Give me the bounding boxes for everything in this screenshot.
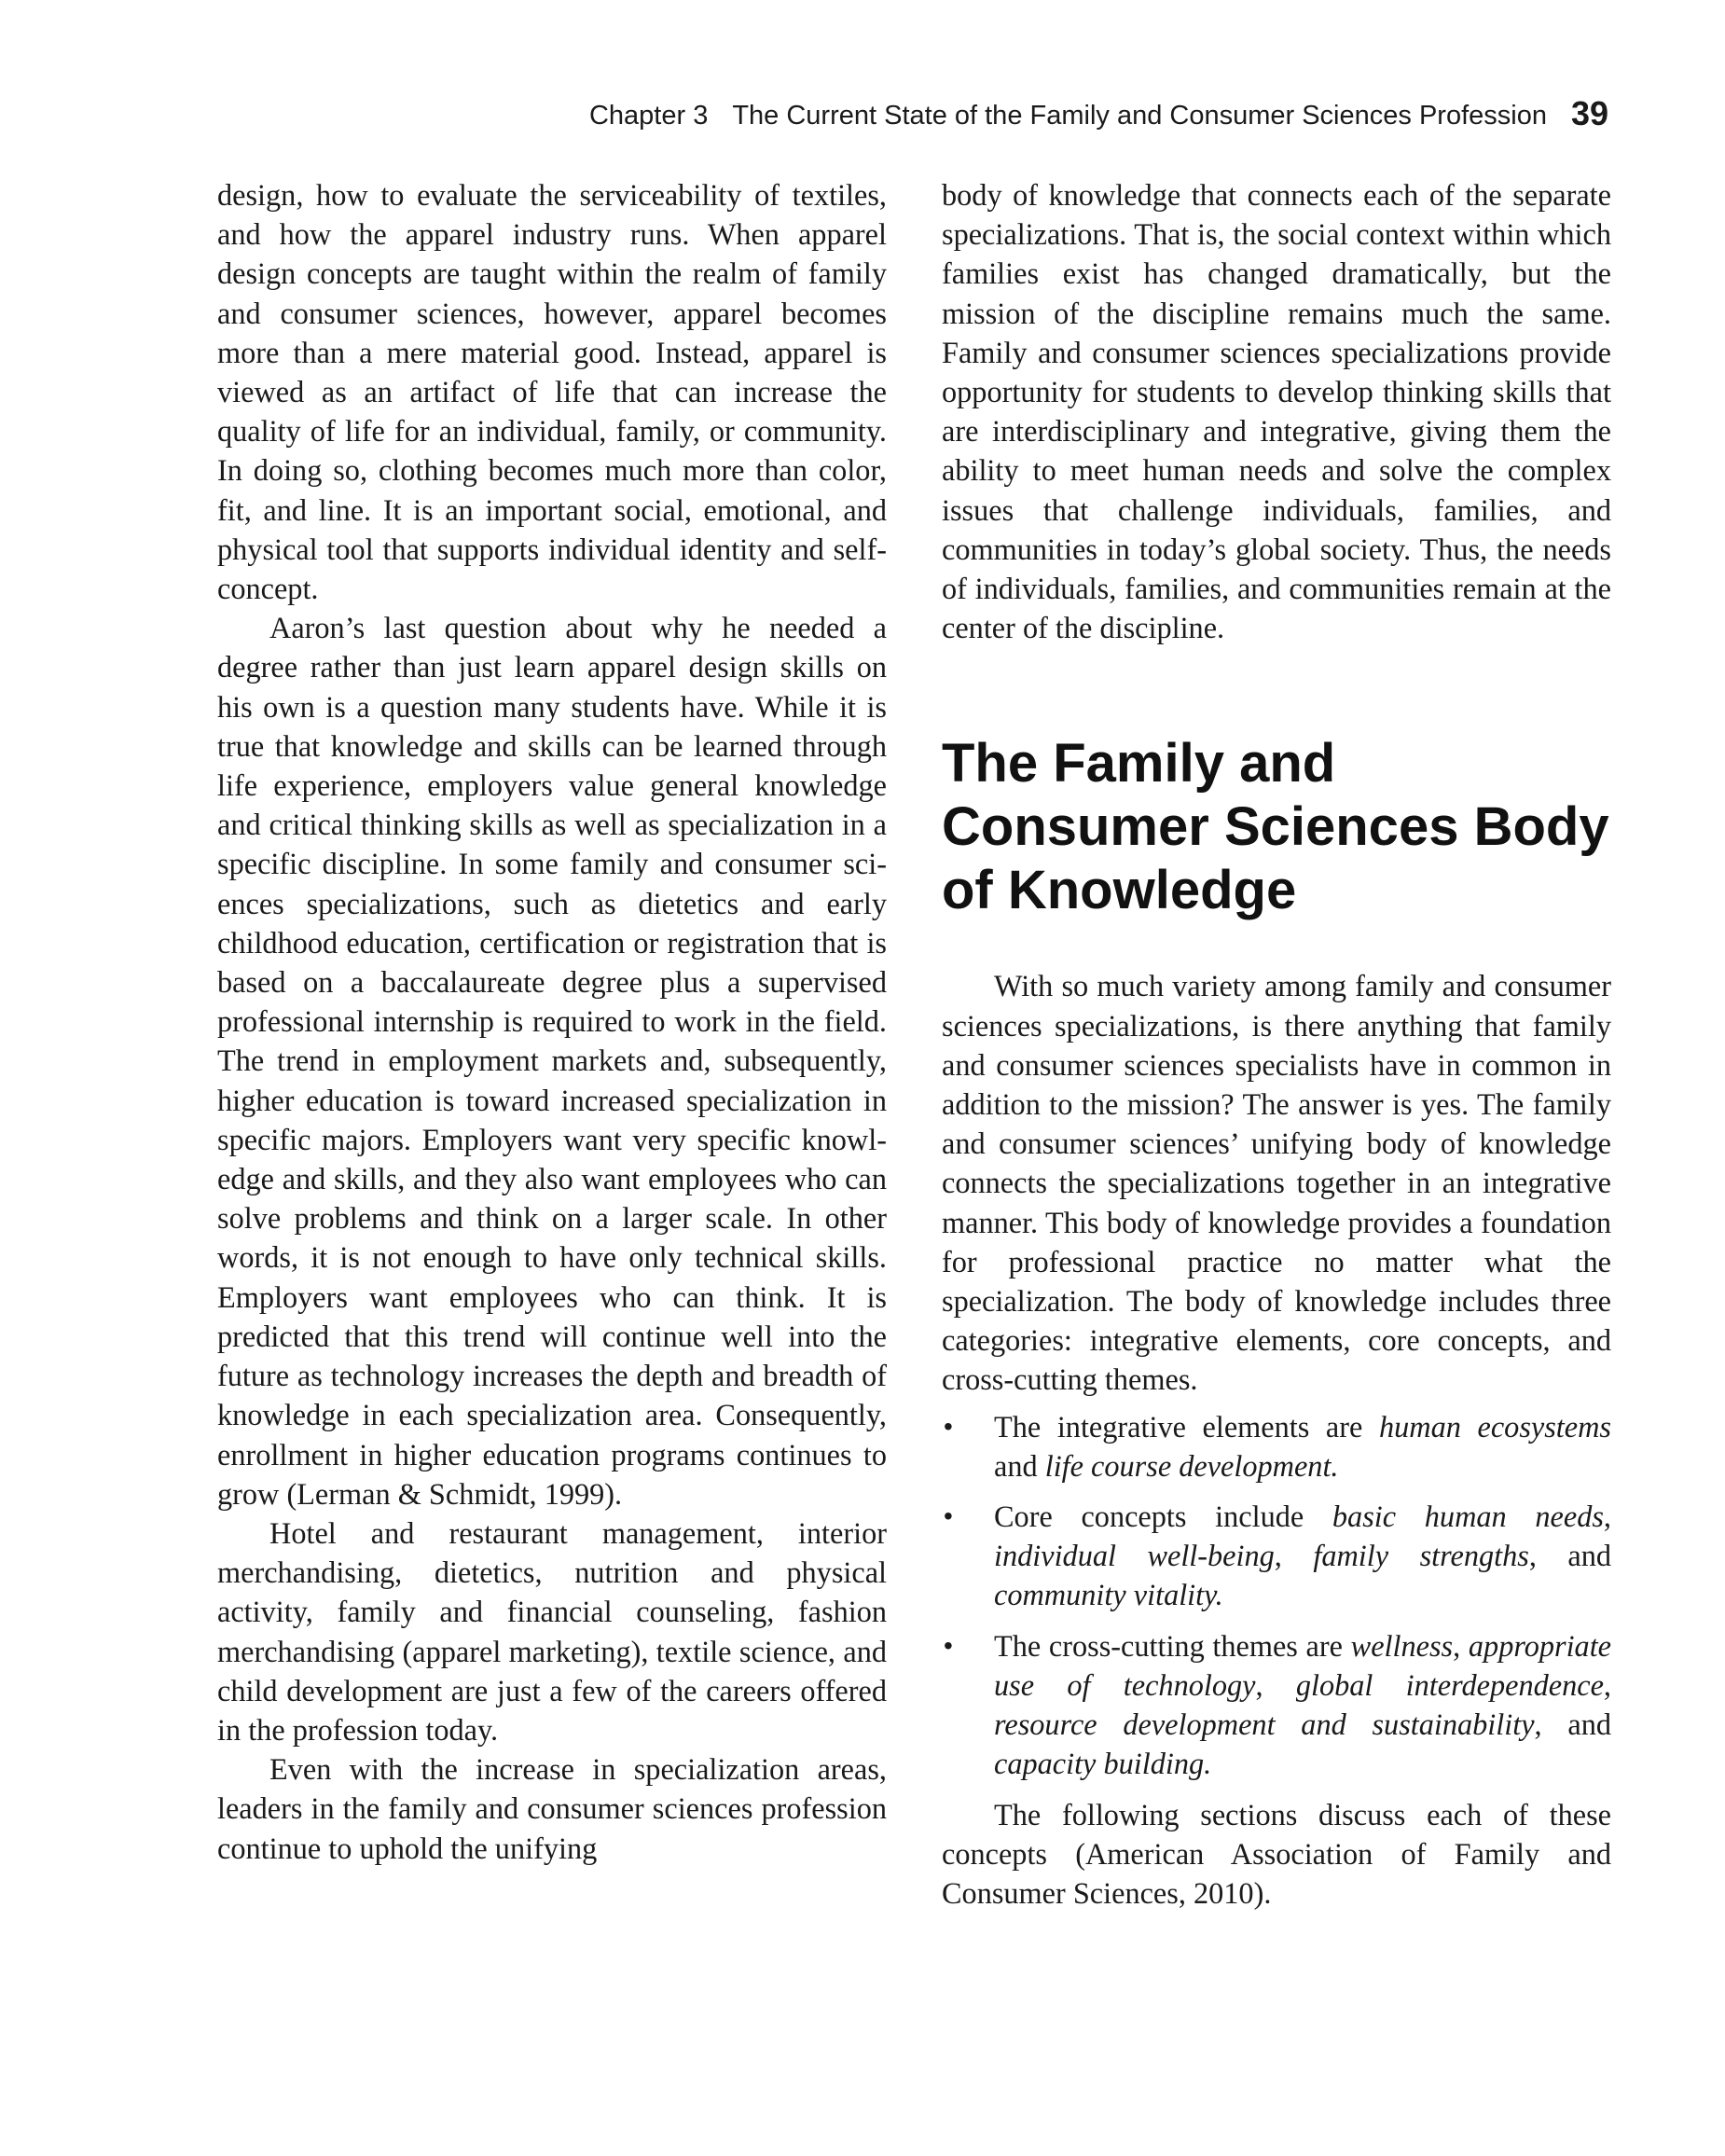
paragraph: design, how to evaluate the serviceability of textiles, and how the apparel industry runs. When apparel design concepts are taught within the realm of family and consumer sciences, however, apparel becomes more than a mere material good. Instead, apparel is viewed as an artifact of life that can increase the quality of life for an individual, family, or community. In doing so, clothing becomes much more than color, fit, and line. It is an important social, emotional, and physical tool that supports individual identity and self-concept.: [217, 178, 887, 606]
bullet-item: [942, 1626, 1611, 1784]
italic-term: human ecosystems: [1378, 1409, 1612, 1444]
bullet-text: and: [994, 1448, 1045, 1483]
italic-term: capacity building.: [994, 1747, 1212, 1781]
italic-term: global interdependence: [1295, 1667, 1604, 1702]
bullet-text: ,: [1603, 1500, 1611, 1534]
paragraph: The following sections discuss each of these concepts (American Association of Family and Consumer Sciences, 2010).: [942, 1797, 1611, 1910]
bullet-text: ,: [1603, 1667, 1611, 1702]
italic-term: life course development.: [1044, 1448, 1339, 1483]
running-header: [0, 93, 1608, 132]
italic-term: resource development and sustainability: [994, 1707, 1535, 1742]
bullet-text: The integrative elements are: [994, 1409, 1379, 1444]
bullet-icon: •: [944, 1411, 953, 1441]
chapter-title: The Current State of the Family and Consumer Sciences Profession: [732, 101, 1547, 131]
section-heading: The Family and Consumer Sciences Body of Knowledge: [942, 733, 1609, 921]
paragraph: With so much variety among family and consumer sciences specializations, is there anything that family and consumer sciences specialists have in common in addition to the mission? The answer is yes. The family and consumer sciences’ unifying body of knowledge connects the specializations together in an integrative manner. This body of knowledge provides a foundation for professional practice no matter what the specialization. The body of knowledge includes three categories: integrative elements, core concepts, and cross-cutting themes.: [942, 969, 1611, 1397]
left-column: [217, 175, 887, 1868]
italic-term: family strengths: [1313, 1539, 1529, 1573]
italic-term: individual well-being: [994, 1539, 1275, 1573]
italic-term: community vitality.: [994, 1578, 1223, 1612]
bullet-item: [942, 1407, 1611, 1486]
bullet-text: ,: [1453, 1628, 1469, 1663]
bullet-text: ,: [1274, 1539, 1314, 1573]
italic-term: basic human needs: [1332, 1500, 1604, 1534]
paragraph: Aaron’s last question about why he needed a degree rather than just learn apparel design skills on his own is a question many students have. While it is true that knowledge and skills can be learned through life experience, employers value general knowledge and critical thinking skills as well as specialization in a specific discipline. In some family and consumer sciences specializations, such as dietetics and early childhood education, certification or registration that is based on a baccalaureate degree plus a supervised professional internship is required to work in the field. The trend in employment markets and, subsequently, higher education is toward increased specialization in specific majors. Employers want very specific knowledge and skills, and they also want employees who can solve problems and think on a larger scale. In other words, it is not enough to have only technical skills. Employers want employees who can think. It is predicted that this trend will continue well into the future as technology increases the depth and breadth of knowledge in each specialization area. Consequently, enrollment in higher education programs continues to grow (Lerman & Schmidt, 1999).: [217, 611, 887, 1511]
bullet-item: [942, 1497, 1611, 1615]
italic-term: wellness: [1350, 1628, 1454, 1663]
paragraph: body of knowledge that connects each of the separate specializations. That is, the social context within which families exist has changed dramatically, but the mission of the discipline remains much the same. Family and consumer sciences specializations provide opportunity for students to develop thinking skills that are interdisciplinary and integrative, giving them the ability to meet human needs and solve the complex issues that challenge individuals, families, and communities in today’s global society. Thus, the needs of individuals, families, and communities remain at the center of the discipline.: [942, 178, 1611, 645]
bullet-text: ,: [1255, 1667, 1296, 1702]
italic-term: appropriate use of technology: [994, 1628, 1612, 1702]
bullet-text: , and: [1528, 1539, 1611, 1573]
bullet-icon: •: [944, 1501, 953, 1531]
page-number: 39: [1570, 94, 1608, 132]
bullet-icon: •: [944, 1630, 953, 1660]
paragraph: Hotel and restaurant management, interior merchandising, dietetics, nutrition and physical activity, family and financial counseling, fashion merchandising (apparel marketing), textile science, and child development are just a few of the careers offered in the profession today.: [217, 1515, 887, 1747]
bullet-text: , and: [1534, 1707, 1611, 1742]
chapter-label: Chapter 3: [588, 101, 709, 131]
right-column: [942, 175, 1611, 1913]
bullet-text: The cross-cutting themes are: [994, 1628, 1351, 1663]
paragraph: Even with the increase in specialization areas, leaders in the family and consumer sciences profession continue to uphold the unifying: [217, 1752, 887, 1865]
bullet-text: Core concepts include: [994, 1500, 1332, 1534]
bullet-list: [942, 1407, 1611, 1784]
